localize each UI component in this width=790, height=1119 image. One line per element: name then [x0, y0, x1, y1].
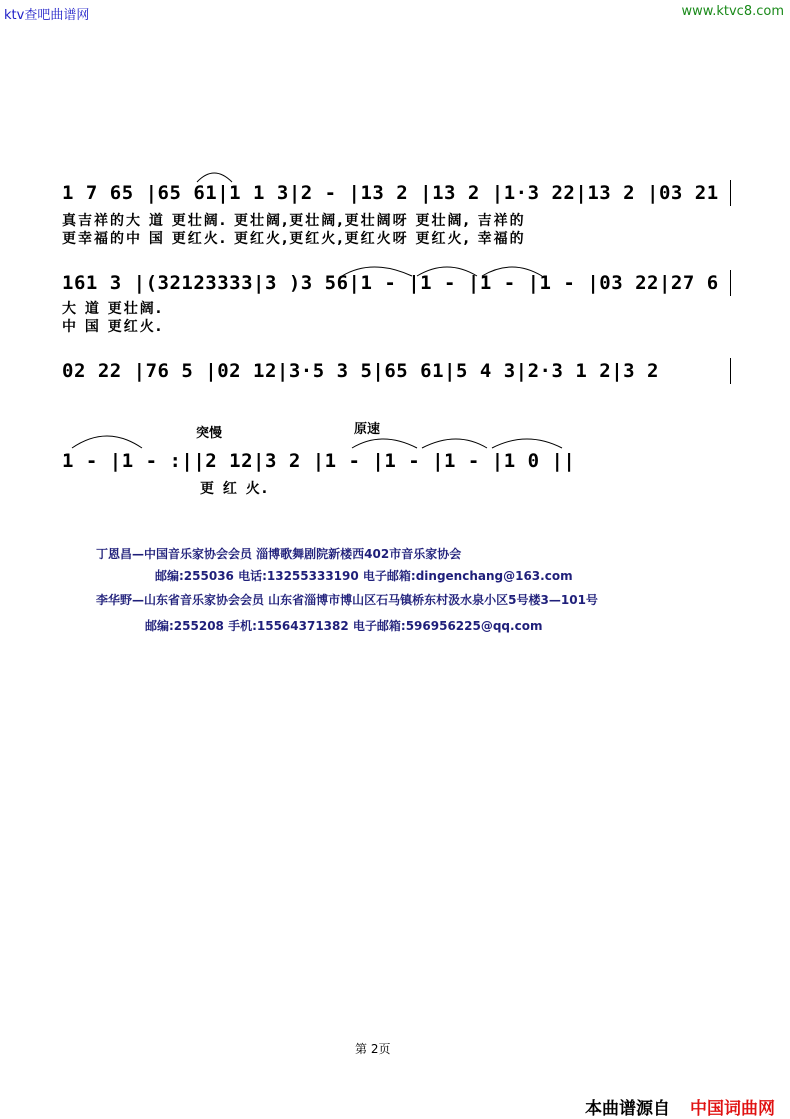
lyric-ending: 更 红 火.	[200, 481, 270, 497]
notation-line: 1 - |1 - :||2 12|3 2 |1 - |1 - |1 - |1 0 ||	[62, 450, 576, 472]
score-row-2	[62, 260, 742, 340]
lyric-verse-1: 大 道 更壮阔.	[62, 301, 164, 317]
contact-lyricist-line: 李华野—山东省音乐家协会会员 山东省淄博市博山区石马镇桥东村汲水泉小区5号楼3—101号	[96, 593, 598, 607]
notation-line: 02 22 |76 5 |02 12|3·5 3 5|65 61|5 4 3|2·3 1 2|3 2	[62, 360, 659, 382]
barline-end	[730, 180, 731, 206]
barline-end	[730, 270, 731, 296]
footer-source-site[interactable]: 中国词曲网	[690, 1099, 775, 1119]
footer-source-label: 本曲谱源自	[585, 1099, 670, 1119]
header-site-name: ktv查吧曲谱网	[4, 8, 90, 23]
tempo-mark-original: 原速	[354, 422, 381, 437]
barline-end	[730, 358, 731, 384]
contact-composer-details: 邮编:255036 电话:13255333190 电子邮箱:dingenchang@163.com	[155, 569, 573, 583]
lyric-verse-2: 更幸福的中 国 更红火. 更红火,更红火,更红火呀 更红火, 幸福的	[62, 231, 526, 247]
notation-line: 161 3 |(32123333|3 )3 56|1 - |1 - |1 - |1 - |03 22|27 6	[62, 272, 719, 294]
contact-composer-line: 丁恩昌—中国音乐家协会会员 淄博歌舞剧院新楼西402市音乐家协会	[96, 547, 462, 561]
header-site-url[interactable]: www.ktvc8.com	[681, 4, 784, 19]
notation-line: 1 7 65 |65 61|1 1 3|2 - |13 2 |13 2 |1·3 22|13 2 |03 21	[62, 182, 719, 204]
lyric-verse-1: 真吉祥的大 道 更壮阔. 更壮阔,更壮阔,更壮阔呀 更壮阔, 吉祥的	[62, 213, 526, 229]
score-row-1	[62, 170, 742, 250]
contact-lyricist-details: 邮编:255208 手机:15564371382 电子邮箱:596956225@qq.com	[145, 619, 543, 633]
lyric-verse-2: 中 国 更红火.	[62, 319, 164, 335]
score-row-4	[62, 420, 742, 500]
tempo-mark-slow: 突慢	[196, 426, 223, 441]
score-row-3	[62, 350, 742, 390]
page-number: 第 2页	[355, 1042, 391, 1056]
